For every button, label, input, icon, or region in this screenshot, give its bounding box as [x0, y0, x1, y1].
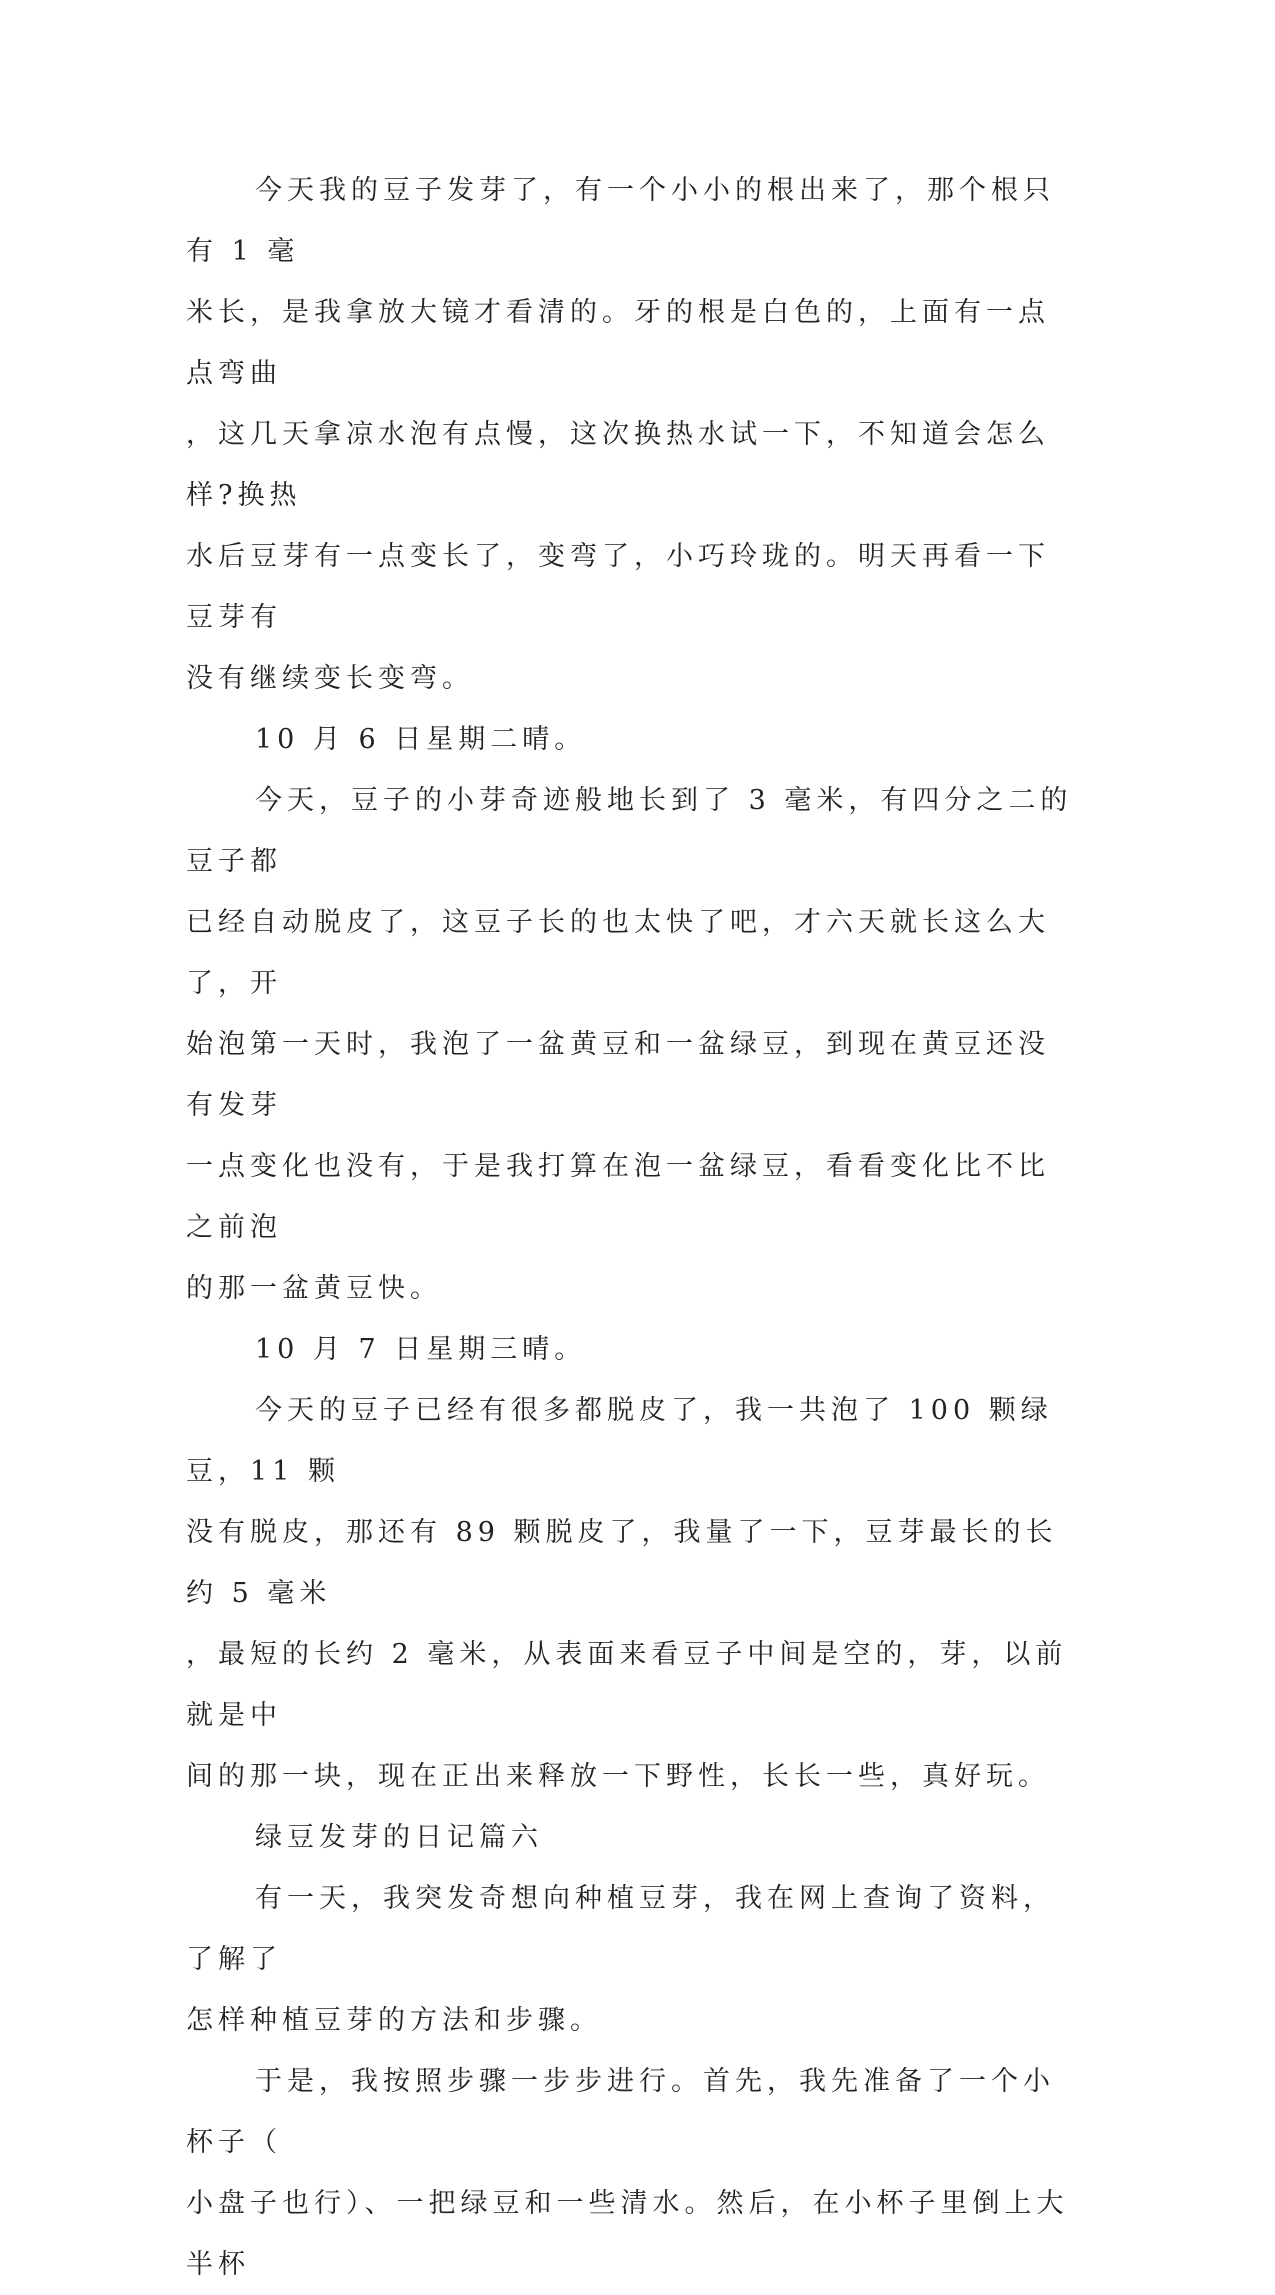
paragraph-steps: 于是，我按照步骤一步步进行。首先，我先准备了一个小杯子（ 小盘子也行）、一把绿豆和一些清水。然后，在小杯子里倒上大半杯	[186, 2066, 1069, 2280]
paragraph-intro: 有一天，我突发奇想向种植豆芽，我在网上查询了资料，了解了 怎样种植豆芽的方法和步骤。	[186, 1883, 1055, 2036]
document-body	[186, 160, 1076, 2295]
paragraph-day-sprout: 今天我的豆子发芽了，有一个小小的根出来了，那个根只有 1 毫 米长，是我拿放大镜才看清的。牙的根是白色的，上面有一点点弯曲 ，这几天拿凉水泡有点慢，这次换热水试一下，不知道会怎么样?换热 水后豆芽有一点变长了，变弯了，小巧玲珑的。明天再看一下豆芽有 没有继续变长变弯。	[186, 175, 1055, 694]
section-title: 绿豆发芽的日记篇六	[255, 1822, 543, 1853]
date-heading-oct-7: 10 月 7 日星期三晴。	[255, 1334, 587, 1365]
paragraph-day-oct-7: 今天的豆子已经有很多都脱皮了，我一共泡了 100 颗绿豆，11 颗 没有脱皮，那还有 89 颗脱皮了，我量了一下，豆芽最长的长约 5 毫米 ，最短的长约 2 毫米，从表面来看豆子中间是空的，芽，以前就是中 间的那一块，现在正出来释放一下野性，长长一些，真好玩。	[186, 1395, 1068, 1792]
date-heading-oct-6: 10 月 6 日星期二晴。	[255, 724, 587, 755]
paragraph-day-oct-6: 今天，豆子的小芽奇迹般地长到了 3 毫米，有四分之二的豆子都 已经自动脱皮了，这豆子长的也太快了吧，才六天就长这么大了，开 始泡第一天时，我泡了一盆黄豆和一盆绿豆，到现在黄豆还没有发芽 一点变化也没有，于是我打算在泡一盆绿豆，看看变化比不比之前泡 的那一盆黄豆快。	[186, 785, 1073, 1304]
